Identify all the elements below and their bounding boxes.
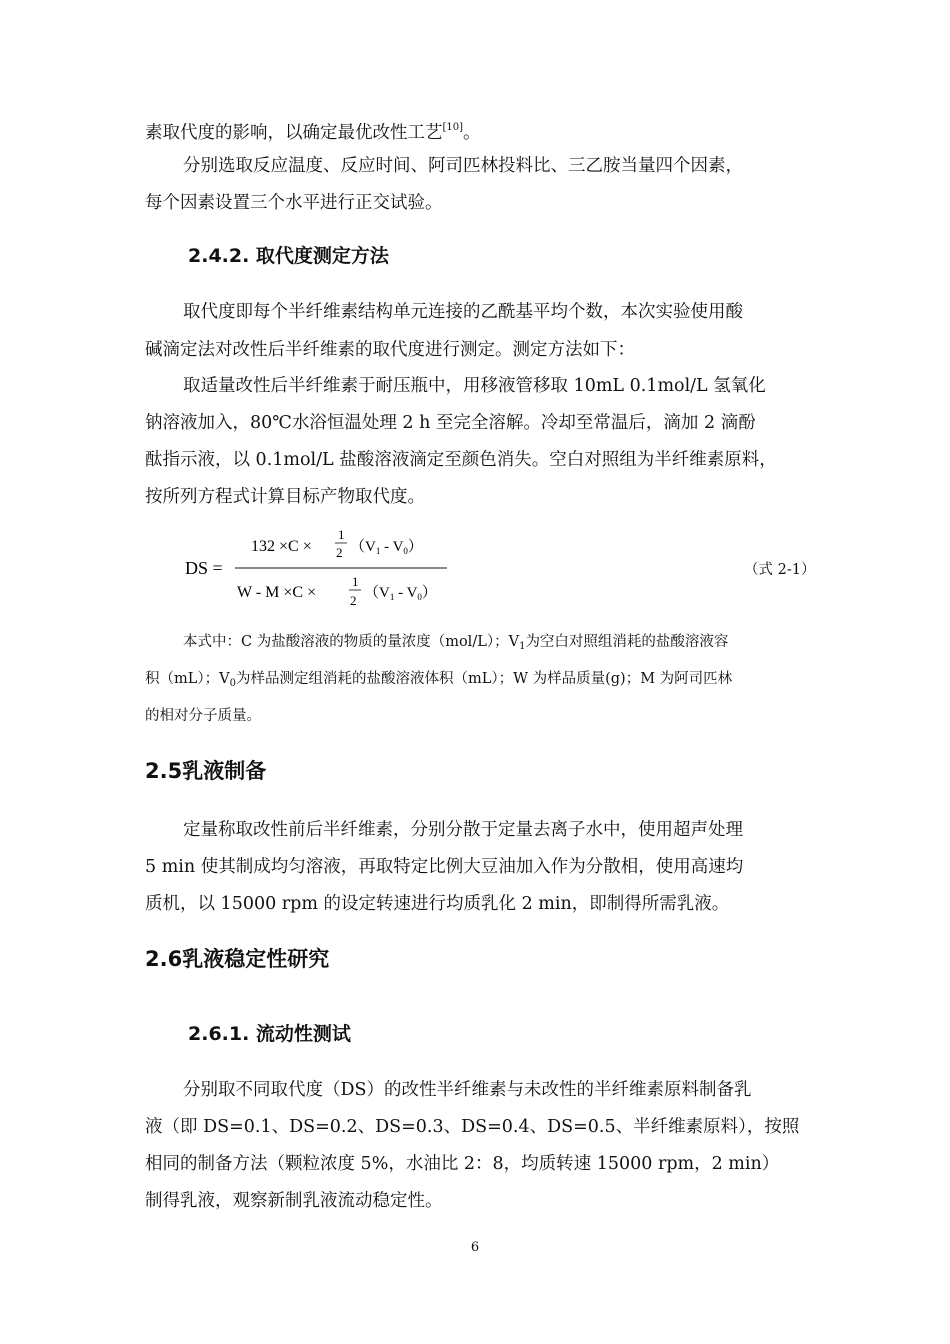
- paren-expr: $(V_1 - V_0)$: [350, 539, 423, 556]
- formula-note-line: 本式中：C 为盐酸溶液的物质的量浓度（mol/L）；$V_1$为空白对照组消耗的盐酸溶液容: [183, 634, 729, 652]
- paragraph-line: 酞指示液，以 0.1mol/L 盐酸溶液滴定至颜色消失。空白对照组为半纤维素原料，: [145, 450, 777, 470]
- paragraph-line: 分别选取反应温度、反应时间、阿司匹林投料比、三乙胺当量四个因素，: [183, 156, 743, 176]
- half-denominator: 2: [336, 545, 343, 560]
- paragraph-line: 按所列方程式计算目标产物取代度。: [145, 487, 425, 507]
- half-numerator: 1: [338, 528, 345, 542]
- paragraph-line: 取代度即每个半纤维素结构单元连接的乙酰基平均个数，本次实验使用酸: [183, 302, 743, 322]
- paragraph-line: 5 min 使其制成均匀溶液，再取特定比例大豆油加入作为分散相，使用高速均: [145, 857, 744, 877]
- formula-note-line: 的相对分子质量。: [145, 708, 261, 724]
- paragraph-line: 每个因素设置三个水平进行正交试验。: [145, 193, 443, 213]
- paragraph-line: 质机，以 15000 rpm 的设定转速进行均质乳化 2 min，即制得所需乳液。: [145, 894, 730, 914]
- section-heading-2-5: 2.5乳液制备: [145, 759, 267, 783]
- section-heading-2-6: 2.6乳液稳定性研究: [145, 947, 330, 971]
- formula-lhs: DS =: [185, 558, 223, 578]
- half-denominator: 2: [350, 593, 357, 608]
- half-numerator: 1: [352, 574, 359, 589]
- paragraph-line: 钠溶液加入，80℃水浴恒温处理 2 h 至完全溶解。冷却至常温后，滴加 2 滴酚: [145, 413, 756, 433]
- paragraph-line: [145, 116, 815, 145]
- section-heading-2-4-2: 2.4.2. 取代度测定方法: [188, 245, 389, 267]
- numerator-prefix: 132 ×C ×: [251, 538, 312, 555]
- section-heading-2-6-1: 2.6.1. 流动性测试: [188, 1023, 351, 1045]
- text-run: 。: [463, 123, 481, 143]
- formula-ds: [185, 528, 465, 618]
- citation-ref[interactable]: [10]: [442, 122, 464, 133]
- paragraph-line: 液（即 DS=0.1、DS=0.2、DS=0.3、DS=0.4、DS=0.5、半纤维素原料），按照: [145, 1117, 800, 1137]
- paragraph-line: 分别取不同取代度（DS）的改性半纤维素与未改性的半纤维素原料制备乳: [183, 1080, 752, 1100]
- paragraph-line: 取适量改性后半纤维素于耐压瓶中，用移液管移取 10mL 0.1mol/L 氢氧化: [183, 376, 766, 396]
- paragraph-line: 制得乳液，观察新制乳液流动稳定性。: [145, 1191, 443, 1211]
- paren-expr: $(V_1 - V_0)$: [364, 585, 437, 602]
- formula-label: （式 2-1）: [744, 562, 816, 578]
- text-run: 素取代度的影响，以确定最优改性工艺: [145, 123, 443, 143]
- paragraph-line: 定量称取改性前后半纤维素，分别分散于定量去离子水中，使用超声处理: [183, 820, 743, 840]
- paragraph-line: 碱滴定法对改性后半纤维素的取代度进行测定。测定方法如下：: [145, 340, 635, 360]
- denominator-prefix: W - M ×C ×: [237, 584, 317, 601]
- formula-note-line: 积（mL）；$V_0$为样品测定组消耗的盐酸溶液体积（mL）；W 为样品质量(g)；M 为阿司匹林: [145, 671, 733, 689]
- paragraph-line: 相同的制备方法（颗粒浓度 5%，水油比 2：8，均质转速 15000 rpm，2 min）: [145, 1154, 780, 1174]
- page-number: 6: [470, 1240, 480, 1255]
